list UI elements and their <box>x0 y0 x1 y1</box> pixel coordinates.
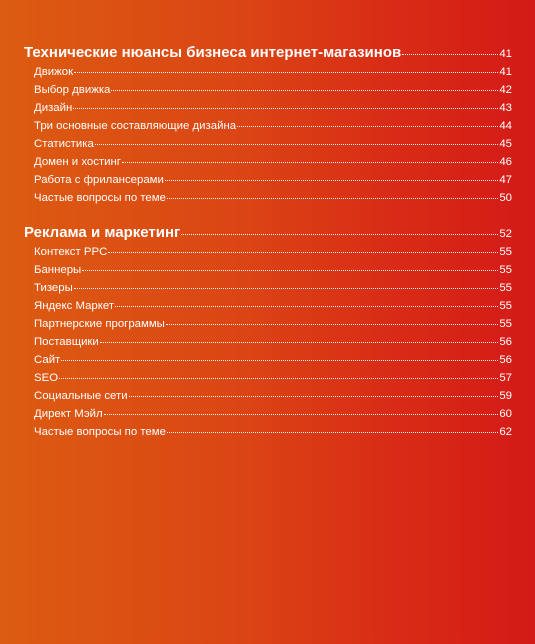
page-number: 56 <box>499 354 512 366</box>
page-number: 55 <box>499 282 512 294</box>
entry-title: Работа с фрилансерами <box>34 174 164 186</box>
toc-section-heading[interactable] <box>24 44 512 66</box>
dot-leader <box>115 306 498 307</box>
page-number: 56 <box>499 336 512 348</box>
dot-leader <box>74 72 498 73</box>
dot-leader <box>104 414 499 415</box>
toc-entry[interactable] <box>24 246 512 264</box>
page-number: 57 <box>499 372 512 384</box>
page-number: 46 <box>499 156 512 168</box>
toc-entry[interactable] <box>24 192 512 210</box>
entry-title: Яндекс Маркет <box>34 300 115 312</box>
dot-leader <box>122 162 498 163</box>
page-number: 43 <box>499 102 512 114</box>
page-number: 44 <box>499 120 512 132</box>
dot-leader <box>74 288 499 289</box>
entry-title: Поставщики <box>34 336 99 348</box>
entry-title: Партнерские программы <box>34 318 165 330</box>
entry-title: Статистика <box>34 138 94 150</box>
entry-title: Социальные сети <box>34 390 128 402</box>
entry-title: Тизеры <box>34 282 73 294</box>
page-number: 42 <box>499 84 512 96</box>
entry-title: Директ Мэйл <box>34 408 103 420</box>
toc-section-technical <box>24 44 512 210</box>
toc-entry[interactable] <box>24 264 512 282</box>
page-number: 41 <box>499 66 512 78</box>
entry-title: Контекст PPC <box>34 246 108 258</box>
entry-title: Выбор движка <box>34 84 111 96</box>
page-number: 55 <box>499 318 512 330</box>
toc-entry[interactable] <box>24 300 512 318</box>
page-number: 55 <box>499 246 512 258</box>
toc-entry[interactable] <box>24 156 512 174</box>
dot-leader <box>237 126 498 127</box>
toc-entry[interactable] <box>24 318 512 336</box>
entry-title: Дизайн <box>34 102 73 114</box>
entry-title: Домен и хостинг <box>34 156 121 168</box>
entry-title: Движок <box>34 66 74 78</box>
toc-entry[interactable] <box>24 84 512 102</box>
page-number: 41 <box>499 48 512 60</box>
page-number: 55 <box>499 264 512 276</box>
toc-section-marketing <box>24 224 512 444</box>
dot-leader <box>402 54 498 55</box>
dot-leader <box>167 198 498 199</box>
toc-entry[interactable] <box>24 408 512 426</box>
entry-title: Три основные составляющие дизайна <box>34 120 237 132</box>
toc-entry[interactable] <box>24 102 512 120</box>
page-number: 59 <box>499 390 512 402</box>
entry-title: Частые вопросы по теме <box>34 192 166 204</box>
toc-entry[interactable] <box>24 336 512 354</box>
page-number: 50 <box>499 192 512 204</box>
dot-leader <box>165 180 498 181</box>
dot-leader <box>73 108 498 109</box>
dot-leader <box>167 432 498 433</box>
toc-entry[interactable] <box>24 372 512 390</box>
dot-leader <box>61 360 498 361</box>
page-number: 47 <box>499 174 512 186</box>
dot-leader <box>181 234 498 235</box>
page-number: 62 <box>499 426 512 438</box>
toc-entry[interactable] <box>24 426 512 444</box>
page-number: 45 <box>499 138 512 150</box>
entry-title: Сайт <box>34 354 61 366</box>
dot-leader <box>129 396 499 397</box>
section-title: Реклама и маркетинг <box>24 224 181 241</box>
entry-title: Баннеры <box>34 264 82 276</box>
dot-leader <box>111 90 498 91</box>
toc-section-heading[interactable] <box>24 224 512 246</box>
table-of-contents <box>24 44 512 458</box>
dot-leader <box>95 144 499 145</box>
dot-leader <box>166 324 498 325</box>
dot-leader <box>82 270 498 271</box>
dot-leader <box>59 378 498 379</box>
entry-title: SEO <box>34 372 59 384</box>
toc-entry[interactable] <box>24 354 512 372</box>
section-title: Технические нюансы бизнеса интернет-магазинов <box>24 44 402 61</box>
toc-entry[interactable] <box>24 174 512 192</box>
entry-title: Частые вопросы по теме <box>34 426 166 438</box>
page-number: 55 <box>499 300 512 312</box>
toc-entry[interactable] <box>24 66 512 84</box>
dot-leader <box>108 252 498 253</box>
page-number: 52 <box>499 228 512 240</box>
toc-entry[interactable] <box>24 120 512 138</box>
toc-entry[interactable] <box>24 138 512 156</box>
toc-entry[interactable] <box>24 390 512 408</box>
toc-entry[interactable] <box>24 282 512 300</box>
dot-leader <box>100 342 499 343</box>
page-number: 60 <box>499 408 512 420</box>
